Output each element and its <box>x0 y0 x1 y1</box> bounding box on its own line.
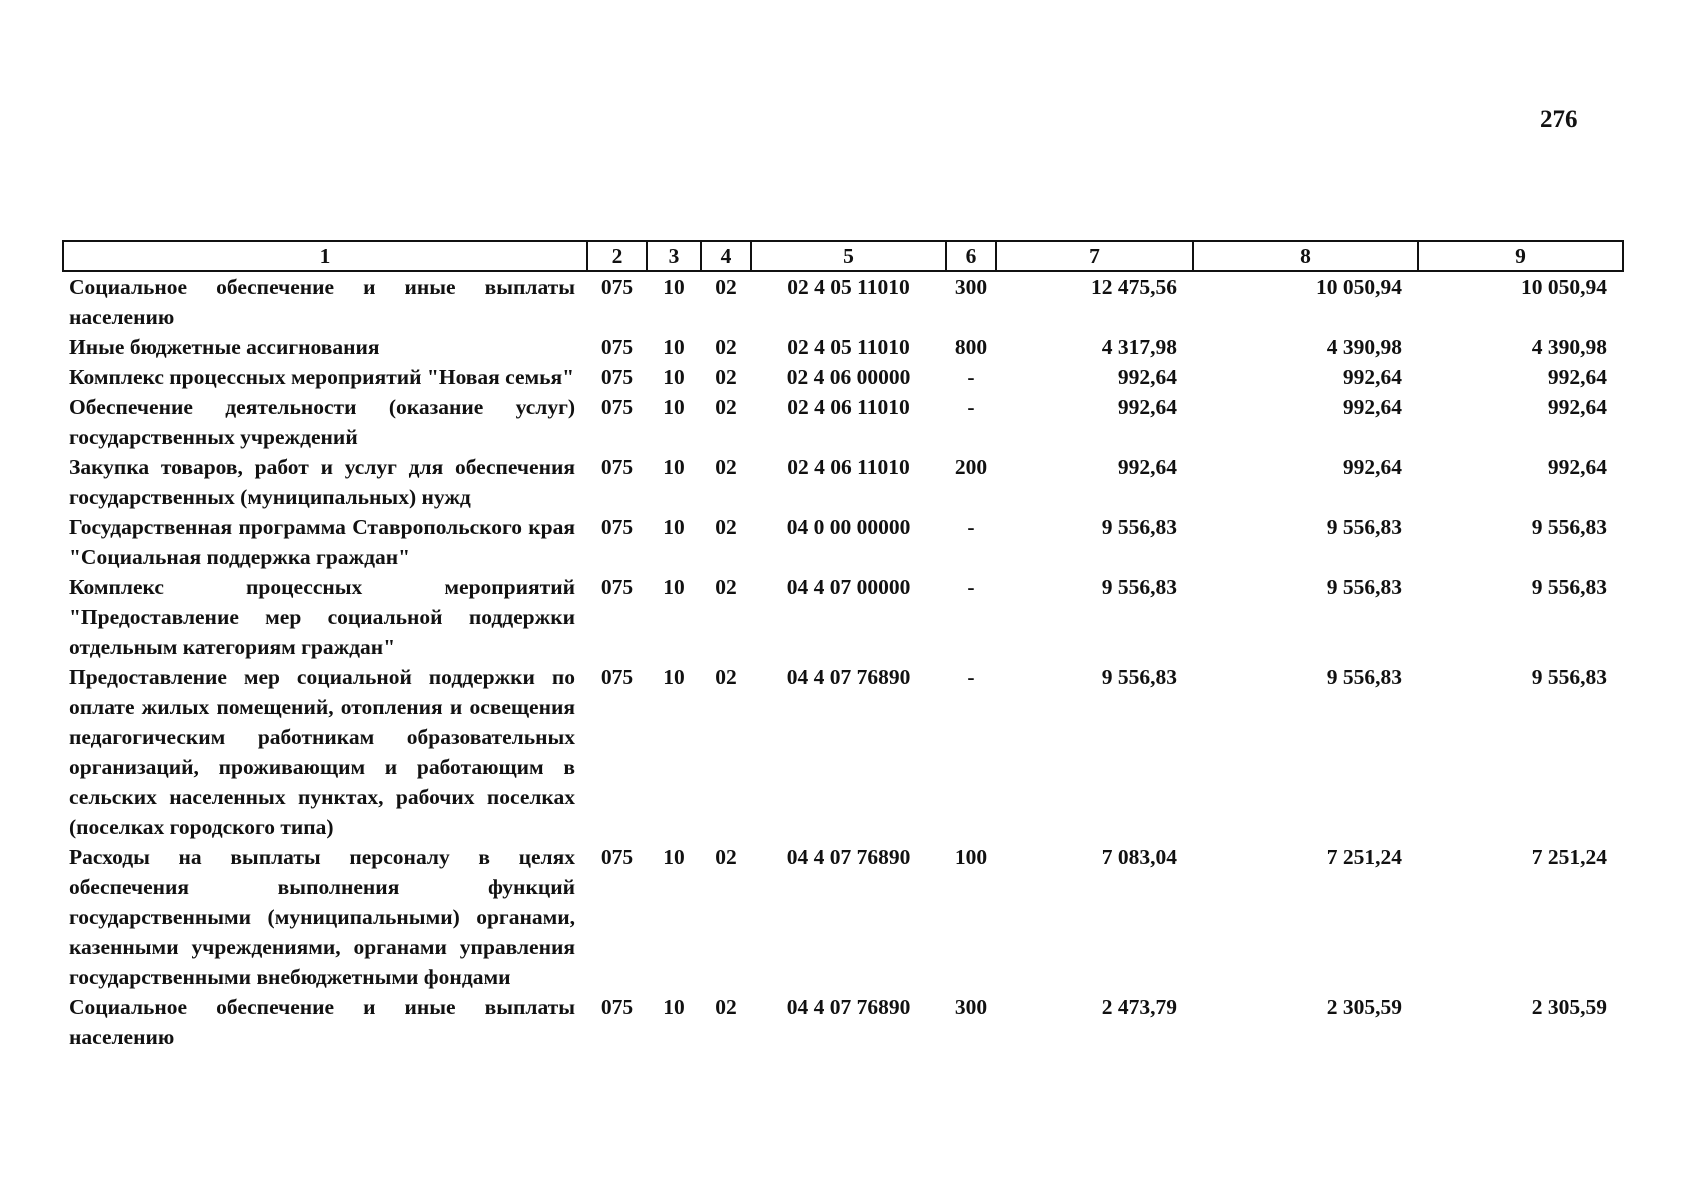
amount-col-7: 12 475,56 <box>1091 275 1177 299</box>
code-section: 10 <box>663 455 685 479</box>
code-section: 10 <box>663 515 685 539</box>
table-row <box>63 992 1623 1052</box>
item-name: Социальное обеспечение и иные выплаты населению <box>69 275 575 329</box>
code-subsection: 02 <box>715 335 737 359</box>
code-target-article: 04 0 00 00000 <box>786 515 911 539</box>
item-name: Расходы на выплаты персоналу в целях обеспечения выполнения функций государственными (муниципальными) органами, казенными учреждениями, органами управления государственными внебюджетными фондами <box>69 845 575 989</box>
code-target-article: 04 4 07 00000 <box>786 575 911 599</box>
table-row <box>63 271 1623 332</box>
header-col-4: 4 <box>701 241 751 271</box>
code-section: 10 <box>663 395 685 419</box>
item-name: Социальное обеспечение и иные выплаты населению <box>69 995 575 1049</box>
table-row <box>63 572 1623 662</box>
code-subsection: 02 <box>715 845 737 869</box>
header-col-9: 9 <box>1418 241 1623 271</box>
code-expense-type: - <box>967 365 975 389</box>
table-body <box>63 271 1623 1052</box>
code-expense-type: 300 <box>954 995 988 1019</box>
item-name: Закупка товаров, работ и услуг для обеспечения государственных (муниципальных) нужд <box>69 455 575 509</box>
code-section: 10 <box>663 275 685 299</box>
table-row <box>63 362 1623 392</box>
header-row <box>63 241 1623 271</box>
table-row <box>63 452 1623 512</box>
code-ministry: 075 <box>600 575 634 599</box>
amount-col-8: 992,64 <box>1342 455 1402 479</box>
amount-col-7: 992,64 <box>1117 455 1177 479</box>
code-ministry: 075 <box>600 335 634 359</box>
code-expense-type: 200 <box>954 455 988 479</box>
code-target-article: 04 4 07 76890 <box>786 995 911 1019</box>
code-section: 10 <box>663 575 685 599</box>
amount-col-9: 2 305,59 <box>1531 995 1607 1019</box>
code-section: 10 <box>663 335 685 359</box>
amount-col-8: 7 251,24 <box>1326 845 1402 869</box>
amount-col-7: 9 556,83 <box>1101 575 1177 599</box>
code-ministry: 075 <box>600 665 634 689</box>
amount-col-7: 992,64 <box>1117 395 1177 419</box>
code-target-article: 02 4 05 11010 <box>787 275 910 299</box>
amount-col-8: 4 390,98 <box>1326 335 1402 359</box>
code-target-article: 02 4 06 11010 <box>787 395 910 419</box>
code-ministry: 075 <box>600 365 634 389</box>
amount-col-9: 9 556,83 <box>1531 515 1607 539</box>
amount-col-9: 992,64 <box>1547 455 1607 479</box>
code-target-article: 04 4 07 76890 <box>786 845 911 869</box>
table-row <box>63 392 1623 452</box>
code-target-article: 02 4 06 00000 <box>786 365 911 389</box>
amount-col-9: 10 050,94 <box>1521 275 1607 299</box>
code-section: 10 <box>663 845 685 869</box>
code-expense-type: - <box>967 665 975 689</box>
item-name: Иные бюджетные ассигнования <box>69 335 380 359</box>
header-col-2: 2 <box>587 241 647 271</box>
code-expense-type: - <box>967 395 975 419</box>
amount-col-8: 992,64 <box>1342 395 1402 419</box>
item-name: Предоставление мер социальной поддержки по оплате жилых помещений, отопления и освещения педагогическим работникам образовательных организаций, проживающим и работающим в сельских населенных пунктах, рабочих поселках (поселках городского типа) <box>69 665 575 839</box>
header-col-6: 6 <box>946 241 996 271</box>
amount-col-7: 9 556,83 <box>1101 515 1177 539</box>
page-number: 276 <box>1540 106 1578 133</box>
header-col-5: 5 <box>751 241 946 271</box>
amount-col-8: 992,64 <box>1342 365 1402 389</box>
code-ministry: 075 <box>600 845 634 869</box>
table-row <box>63 332 1623 362</box>
amount-col-9: 4 390,98 <box>1531 335 1607 359</box>
code-subsection: 02 <box>715 395 737 419</box>
code-section: 10 <box>663 665 685 689</box>
amount-col-8: 9 556,83 <box>1326 575 1402 599</box>
amount-col-9: 992,64 <box>1547 395 1607 419</box>
header-col-3: 3 <box>647 241 701 271</box>
code-subsection: 02 <box>715 365 737 389</box>
code-ministry: 075 <box>600 275 634 299</box>
code-subsection: 02 <box>715 995 737 1019</box>
amount-col-9: 992,64 <box>1547 365 1607 389</box>
amount-col-7: 992,64 <box>1117 365 1177 389</box>
code-ministry: 075 <box>600 995 634 1019</box>
item-name: Комплекс процессных мероприятий "Новая семья" <box>69 365 575 389</box>
code-section: 10 <box>663 365 685 389</box>
header-col-1: 1 <box>63 241 587 271</box>
table-row <box>63 842 1623 992</box>
amount-col-7: 7 083,04 <box>1101 845 1177 869</box>
amount-col-9: 7 251,24 <box>1531 845 1607 869</box>
code-target-article: 02 4 05 11010 <box>787 335 910 359</box>
item-name: Комплекс процессных мероприятий "Предоставление мер социальной поддержки отдельным категориям граждан" <box>69 575 575 659</box>
item-name: Обеспечение деятельности (оказание услуг) государственных учреждений <box>69 395 575 449</box>
table-row <box>63 662 1623 842</box>
code-ministry: 075 <box>600 515 634 539</box>
amount-col-8: 9 556,83 <box>1326 515 1402 539</box>
table-header <box>63 241 1623 271</box>
code-expense-type: - <box>967 515 975 539</box>
table-row <box>63 512 1623 572</box>
code-section: 10 <box>663 995 685 1019</box>
amount-col-9: 9 556,83 <box>1531 575 1607 599</box>
code-subsection: 02 <box>715 515 737 539</box>
amount-col-8: 10 050,94 <box>1316 275 1402 299</box>
code-subsection: 02 <box>715 455 737 479</box>
amount-col-8: 2 305,59 <box>1326 995 1402 1019</box>
code-expense-type: 800 <box>954 335 988 359</box>
amount-col-7: 9 556,83 <box>1101 665 1177 689</box>
budget-table <box>62 240 1624 1052</box>
item-name: Государственная программа Ставропольского края "Социальная поддержка граждан" <box>69 515 575 569</box>
code-ministry: 075 <box>600 395 634 419</box>
amount-col-7: 4 317,98 <box>1101 335 1177 359</box>
code-expense-type: - <box>967 575 975 599</box>
code-subsection: 02 <box>715 575 737 599</box>
code-target-article: 02 4 06 11010 <box>787 455 910 479</box>
amount-col-8: 9 556,83 <box>1326 665 1402 689</box>
amount-col-9: 9 556,83 <box>1531 665 1607 689</box>
code-expense-type: 300 <box>954 275 988 299</box>
header-col-8: 8 <box>1193 241 1418 271</box>
code-subsection: 02 <box>715 275 737 299</box>
header-col-7: 7 <box>996 241 1193 271</box>
code-target-article: 04 4 07 76890 <box>786 665 911 689</box>
code-subsection: 02 <box>715 665 737 689</box>
amount-col-7: 2 473,79 <box>1101 995 1177 1019</box>
code-ministry: 075 <box>600 455 634 479</box>
code-expense-type: 100 <box>954 845 988 869</box>
